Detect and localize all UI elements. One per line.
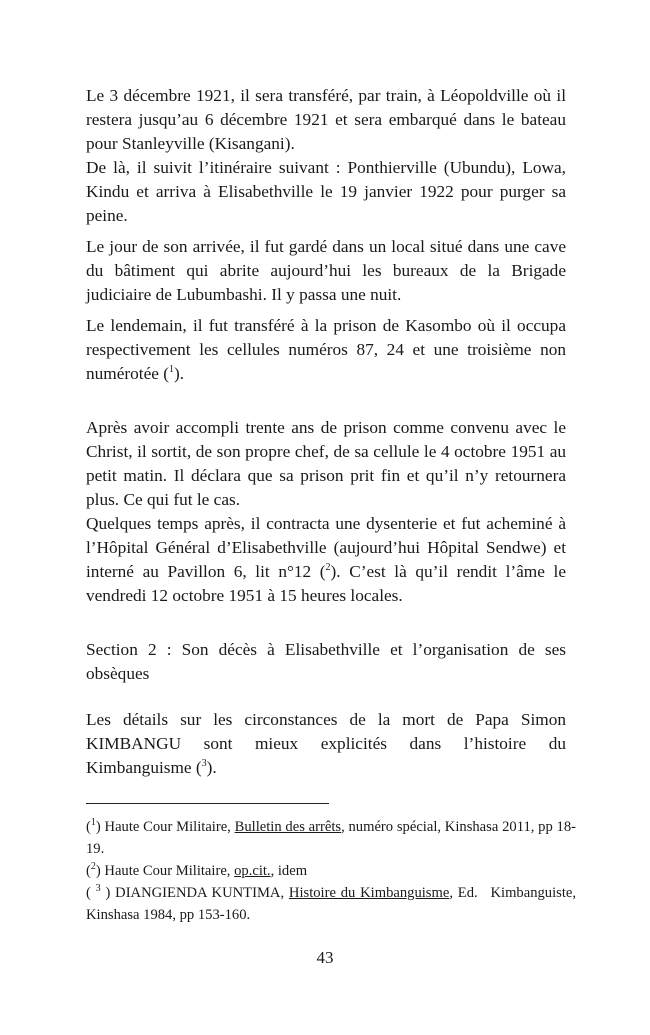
text-line: où il restera jusqu’au 6 décembre 1921 et sera embarqué dans le [86,86,566,129]
text-line: retournera plus. Ce qui fut le cas. [86,466,566,509]
text-line: obsèques [86,664,150,683]
text-line: De là, il suivit l’itinéraire suivant : Ponthierville (Ubundu), [86,158,516,177]
page-body [86,84,566,780]
text-line: numérotée ( [86,364,170,383]
text-line: Sendwe) et interné au Pavillon 6, lit n°12 ( [86,538,566,581]
text-line: le Christ, il sortit, de son propre chef, de sa cellule le 4 octobre [86,418,566,461]
text-line: cave du bâtiment qui abrite aujourd’hui les bureaux de la Brigade [86,237,567,280]
text-line: Le lendemain, il fut transféré à la prison de Kasombo où il occupa [86,316,566,335]
paragraph-hospital-death [86,512,566,608]
text-line: bateau pour Stanleyville (Kisangani). [86,110,566,153]
footnote-ref-2: 2 [325,562,331,574]
text-line: Les détails sur les circonstances de la mort de Papa Simon [86,710,566,729]
text-line: 1951 au petit matin. Il déclara que sa prison prit fin et qu’il n’y [86,442,567,485]
text-line: Section 2 : Son décès à Elisabethville et l’organisation de ses [86,640,566,659]
text-line: Le 3 décembre 1921, il sera transféré, par train, à Léopoldville [86,86,529,105]
page-number: 43 [316,948,334,967]
footnote-3: ( $^3$ ) DIANGIENDA KUNTIMA, Histoire du Kimbanguisme, Ed. Kimbanguiste, Kinshasa 1984, pp 153-160. [86,883,576,923]
footnote-marker: 3 [95,883,101,895]
footnote-2: ($^2$) Haute Cour Militaire, op.cit., idem [86,861,308,879]
text-line: à l’Hôpital Général d’Elisabethville (aujourd’hui Hôpital [86,514,566,557]
footnote-separator [86,803,329,804]
paragraph-transfer-leopoldville [86,84,566,156]
footnote-ref-1: 1 [169,364,175,376]
text-line: respectivement les cellules numéros 87, 24 et une troisième non [86,340,566,359]
footnotes [86,816,576,926]
text-line: judiciaire de Lubumbashi. Il y passa une nuit. [86,285,402,304]
text-line: Après avoir accompli trente ans de prison comme convenu avec [86,418,548,437]
footnote-title: Histoire du Kimbanguisme [288,885,450,901]
paragraph-itinerary [86,156,566,228]
footnote-title: Bulletin des arrêts [234,819,342,835]
footnote-1: ($^1$) Haute Cour Militaire, Bulletin des arrêts, numéro spécial, Kinshasa 2011, pp 18-19. [86,817,577,857]
text-line: Le jour de son arrivée, il fut gardé dans un local situé dans une [86,237,530,256]
text-line: Lowa, Kindu et arriva à Elisabethville le 19 janvier 1922 pour [86,158,566,201]
paragraph-death-details [86,708,566,780]
text-line: purger sa peine. [86,182,566,225]
footnote-marker: 1 [90,817,96,829]
paragraph-kasombo-prison [86,314,566,386]
text-line: ). [206,758,217,777]
footnote-title: op.cit. [234,863,271,879]
text-line: Quelques temps après, il contracta une dysenterie et fut acheminé [86,514,553,533]
text-line: ). C’est là qu’il rendit [330,562,497,581]
text-line: KIMBANGU sont mieux explicités dans l’histoire du [86,734,566,753]
text-line: l’âme le vendredi 12 octobre 1951 à 15 heures locales. [86,562,566,605]
footnote-marker: 2 [90,861,96,873]
paragraph-arrival-day [86,235,566,307]
text-line: ). [174,364,185,383]
paragraph-release [86,416,566,512]
footnote-ref-3: 3 [201,758,207,770]
section-heading [86,638,566,686]
text-line: Kimbanguisme ( [86,758,202,777]
